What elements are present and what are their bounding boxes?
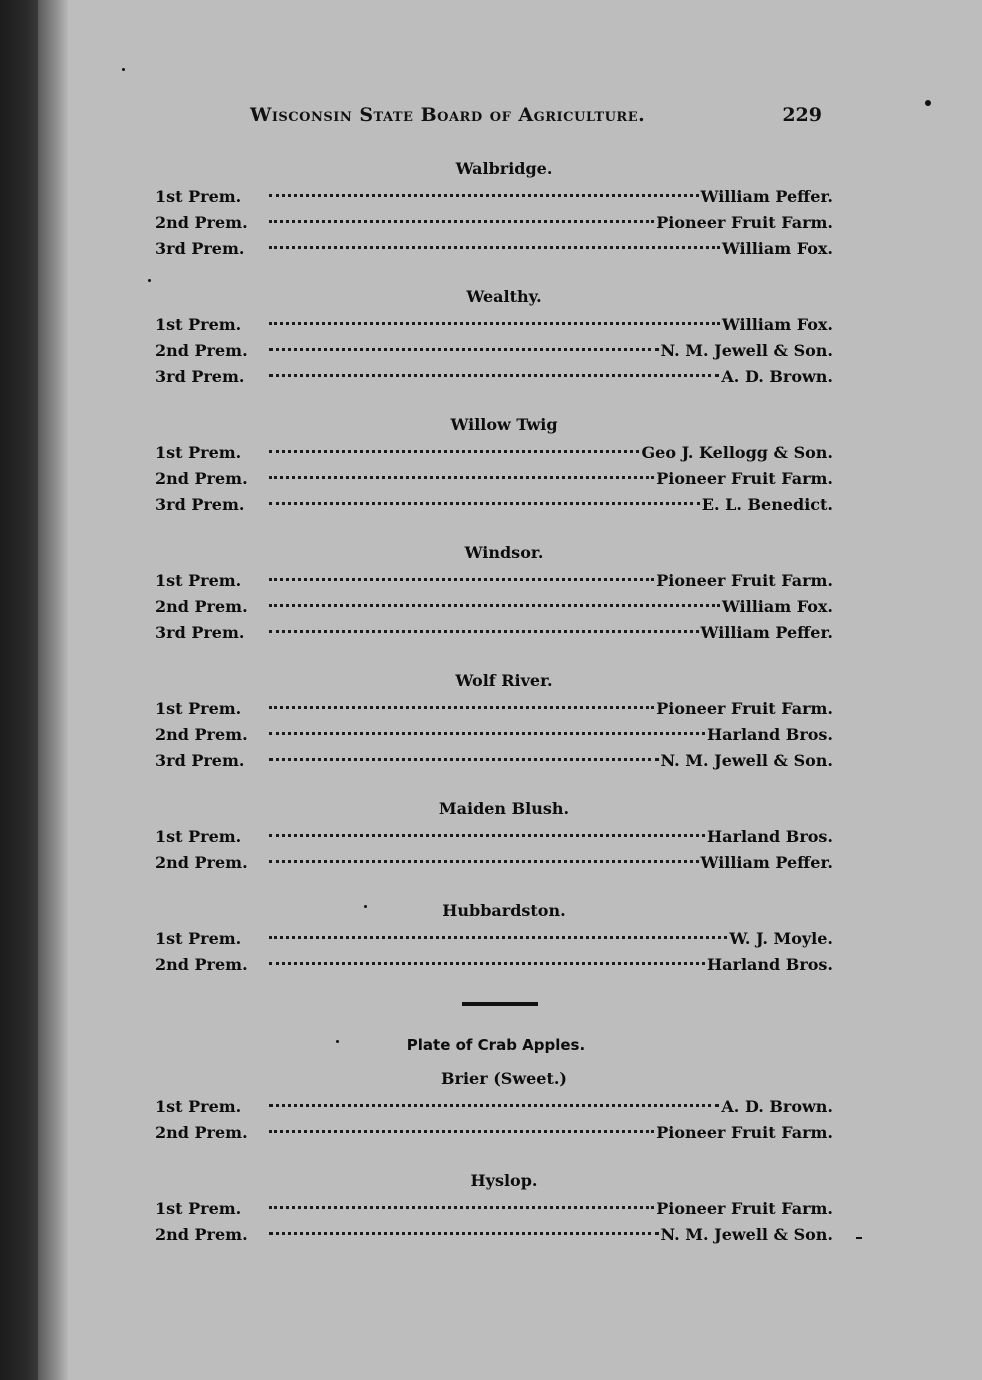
- award-entry: [155, 594, 833, 620]
- scan-speck: [148, 279, 151, 282]
- prize-label: 3rd Prem.: [155, 367, 245, 386]
- dot-leader: [269, 732, 705, 735]
- award-entry: [155, 312, 833, 338]
- award-entry: [155, 440, 833, 466]
- book-spine-shadow: [0, 0, 38, 1380]
- award-entry: [155, 850, 833, 876]
- award-entry: [155, 210, 833, 236]
- winner-name: E. L. Benedict.: [701, 495, 833, 514]
- winner-name: Harland Bros.: [707, 955, 833, 974]
- prize-label: 1st Prem.: [155, 827, 242, 846]
- variety-title: Willow Twig: [450, 415, 558, 434]
- prize-label: 1st Prem.: [155, 1199, 242, 1218]
- variety-title: Maiden Blush.: [438, 799, 570, 818]
- award-entry: [155, 722, 833, 748]
- dot-leader: [269, 936, 727, 939]
- dot-leader: [269, 860, 699, 863]
- variety-title: Hubbardston.: [442, 901, 566, 920]
- dot-leader: [269, 476, 654, 479]
- prize-label: 2nd Prem.: [155, 1225, 248, 1244]
- variety-section: [155, 1170, 833, 1248]
- winner-name: William Peffer.: [700, 853, 833, 872]
- dot-leader: [269, 450, 639, 453]
- winner-name: Pioneer Fruit Farm.: [656, 213, 833, 232]
- variety-title: Walbridge.: [455, 159, 553, 178]
- award-entry: [155, 338, 833, 364]
- winner-name: Pioneer Fruit Farm.: [656, 1199, 833, 1218]
- dot-leader: [269, 630, 699, 633]
- variety-section: [155, 798, 833, 876]
- page-number: 229: [782, 104, 822, 126]
- award-entry: [155, 184, 833, 210]
- prize-label: 2nd Prem.: [155, 1123, 248, 1142]
- running-header: [250, 104, 830, 136]
- scan-speck: [364, 905, 367, 908]
- prize-label: 3rd Prem.: [155, 239, 245, 258]
- variety-section: [155, 158, 833, 262]
- winner-name: Pioneer Fruit Farm.: [656, 1123, 833, 1142]
- award-entry: [155, 952, 833, 978]
- prize-label: 2nd Prem.: [155, 597, 248, 616]
- award-entry: [155, 696, 833, 722]
- award-entry: [155, 492, 833, 518]
- variety-title: Hyslop.: [470, 1171, 538, 1190]
- scan-speck: [122, 68, 125, 71]
- winner-name: William Fox.: [721, 239, 833, 258]
- variety-title: Brier (Sweet.): [441, 1069, 567, 1088]
- variety-section: [155, 900, 833, 978]
- winner-name: Pioneer Fruit Farm.: [656, 699, 833, 718]
- winner-name: Pioneer Fruit Farm.: [656, 571, 833, 590]
- variety-title: Wolf River.: [455, 671, 553, 690]
- award-entry: [155, 1222, 833, 1248]
- winner-name: William Peffer.: [700, 187, 833, 206]
- dot-leader: [269, 322, 720, 325]
- dot-leader: [269, 1206, 654, 1209]
- dot-leader: [269, 1232, 659, 1235]
- prize-label: 2nd Prem.: [155, 955, 248, 974]
- prize-label: 3rd Prem.: [155, 751, 245, 770]
- winner-name: N. M. Jewell & Son.: [660, 341, 833, 360]
- award-entry: [155, 1196, 833, 1222]
- dot-leader: [269, 962, 705, 965]
- prize-label: 1st Prem.: [155, 699, 242, 718]
- winner-name: Pioneer Fruit Farm.: [656, 469, 833, 488]
- winner-name: W. J. Moyle.: [729, 929, 833, 948]
- group-title: Plate of Crab Apples.: [406, 1036, 586, 1054]
- variety-title: Windsor.: [464, 543, 544, 562]
- dot-leader: [269, 758, 659, 761]
- winner-name: William Fox.: [721, 597, 833, 616]
- winner-name: William Fox.: [721, 315, 833, 334]
- winner-name: Harland Bros.: [707, 827, 833, 846]
- award-entry: [155, 620, 833, 646]
- prize-label: 1st Prem.: [155, 443, 242, 462]
- variety-section: [155, 670, 833, 774]
- scan-speck: [856, 1237, 862, 1239]
- award-entry: [155, 926, 833, 952]
- header-title: Wisconsin State Board of Agriculture.: [250, 104, 646, 126]
- winner-name: A. D. Brown.: [721, 1097, 833, 1116]
- dot-leader: [269, 502, 700, 505]
- prize-label: 1st Prem.: [155, 571, 242, 590]
- dot-leader: [269, 1104, 719, 1107]
- prize-label: 1st Prem.: [155, 315, 242, 334]
- variety-title: Wealthy.: [466, 287, 542, 306]
- dot-leader: [269, 220, 654, 223]
- prize-label: 2nd Prem.: [155, 213, 248, 232]
- prize-label: 2nd Prem.: [155, 853, 248, 872]
- gutter-shade: [38, 0, 68, 1380]
- winner-name: A. D. Brown.: [721, 367, 833, 386]
- scan-speck: [336, 1040, 339, 1043]
- prize-label: 1st Prem.: [155, 929, 242, 948]
- prize-label: 1st Prem.: [155, 187, 242, 206]
- premium-list: [155, 158, 833, 1272]
- award-entry: [155, 1094, 833, 1120]
- variety-section: [155, 286, 833, 390]
- award-entry: [155, 568, 833, 594]
- award-entry: [155, 466, 833, 492]
- winner-name: William Peffer.: [700, 623, 833, 642]
- variety-section: [155, 1068, 833, 1146]
- prize-label: 2nd Prem.: [155, 341, 248, 360]
- dot-leader: [269, 246, 720, 249]
- dot-leader: [269, 834, 705, 837]
- prize-label: 1st Prem.: [155, 1097, 242, 1116]
- award-entry: [155, 364, 833, 390]
- winner-name: N. M. Jewell & Son.: [660, 751, 833, 770]
- dot-leader: [269, 1130, 654, 1133]
- dot-leader: [269, 706, 654, 709]
- variety-section: [155, 414, 833, 518]
- winner-name: N. M. Jewell & Son.: [660, 1225, 833, 1244]
- award-entry: [155, 236, 833, 262]
- award-entry: [155, 824, 833, 850]
- dot-leader: [269, 374, 719, 377]
- winner-name: Harland Bros.: [707, 725, 833, 744]
- award-entry: [155, 748, 833, 774]
- dot-leader: [269, 578, 654, 581]
- dot-leader: [269, 194, 699, 197]
- winner-name: Geo J. Kellogg & Son.: [641, 443, 833, 462]
- dot-leader: [269, 604, 720, 607]
- award-entry: [155, 1120, 833, 1146]
- scan-speck: [925, 100, 931, 106]
- dot-leader: [269, 348, 659, 351]
- prize-label: 3rd Prem.: [155, 623, 245, 642]
- variety-section: [155, 542, 833, 646]
- section-divider-rule: [462, 1002, 538, 1006]
- prize-label: 3rd Prem.: [155, 495, 245, 514]
- prize-label: 2nd Prem.: [155, 725, 248, 744]
- prize-label: 2nd Prem.: [155, 469, 248, 488]
